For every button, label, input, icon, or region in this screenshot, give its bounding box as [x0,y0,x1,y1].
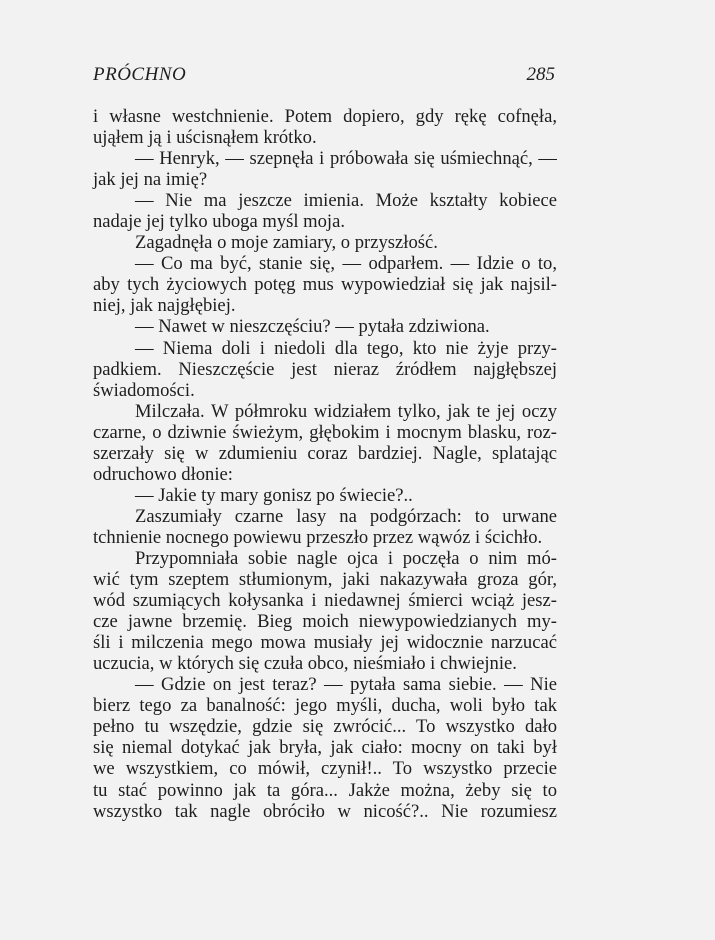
text-line: się niemal dotykać jak bryła, jak ciało: mocny on taki był [93,737,557,759]
text-line: tchnienie nocnego powiewu przeszło przez wąwóz i ścichło. [93,526,543,548]
body-text [93,106,557,822]
text-line: bierz tego za banalność: jego myśli, ducha, woli było tak [93,695,557,717]
text-line: wić tym szeptem stłumionym, jaki nakazywała groza gór, [93,569,557,591]
text-line: jak jej na imię? [93,169,208,191]
text-line: Zagadnęła o moje zamiary, o przyszłość. [135,232,438,254]
text-line: pełno tu wszędzie, gdzie się zwrócić... To wszystko dało [93,716,557,738]
text-line: — Niema doli i niedoli dla tego, kto nie żyje przy- [135,337,557,359]
text-line: Milczała. W półmroku widziałem tylko, jak te jej oczy [135,400,557,422]
text-line: aby tych życiowych potęg mus wypowiedział się jak najsil- [93,274,557,296]
text-line: świadomości. [93,379,195,401]
running-title: PRÓCHNO [93,64,187,85]
text-line: uczucia, w których się czuła obco, nieśmiało i chwiejnie. [93,653,517,675]
text-line: we wszystkiem, co mówił, czynił!.. To wszystko przecie [93,758,557,780]
text-line: nadaje jej tylko uboga myśl moja. [93,211,345,233]
text-line: wód szumiących kołysanka i niedawnej śmierci wciąż jesz- [93,590,557,612]
text-line: szerzały się w zdumieniu coraz bardziej. Nagle, splatając [93,442,557,464]
text-line: — Gdzie on jest teraz? — pytała sama siebie. — Nie [135,674,557,696]
text-line: Zaszumiały czarne lasy na podgórzach: to urwane [135,505,557,527]
text-line: odruchowo dłonie: [93,463,233,485]
text-line: niej, jak najgłębiej. [93,295,236,317]
text-line: — Co ma być, stanie się, — odparłem. — Idzie o to, [135,253,557,275]
text-line: cze jawne brzemię. Bieg moich niewypowiedzianych my- [93,611,557,633]
text-line: padkiem. Nieszczęście jest nieraz źródłem najgłębszej [93,358,557,380]
text-line: tu stać powinno jak ta góra... Jakże można, żeby się to [93,779,557,801]
text-line: Przypomniała sobie nagle ojca i poczęła o nim mó- [135,547,557,569]
text-line: ująłem ją i uścisnąłem krótko. [93,127,317,149]
text-line: — Henryk, — szepnęła i próbowała się uśmiechnąć, — [135,148,557,170]
text-line: śli i milczenia mego mowa musiały jej widocznie narzucać [93,632,557,654]
text-line: — Nawet w nieszczęściu? — pytała zdziwiona. [135,316,490,338]
page-number: 285 [526,64,555,85]
text-line: — Jakie ty mary gonisz po świecie?.. [135,484,413,506]
running-header [93,64,557,88]
text-line: wszystko tak nagle obróciło w nicość?.. Nie rozumiesz [93,800,557,822]
text-line: — Nie ma jeszcze imienia. Może kształty kobiece [135,190,557,212]
text-line: czarne, o dziwnie świeżym, głębokim i mocnym blasku, roz- [93,421,557,443]
text-line: i własne westchnienie. Potem dopiero, gdy rękę cofnęła, [93,106,557,127]
